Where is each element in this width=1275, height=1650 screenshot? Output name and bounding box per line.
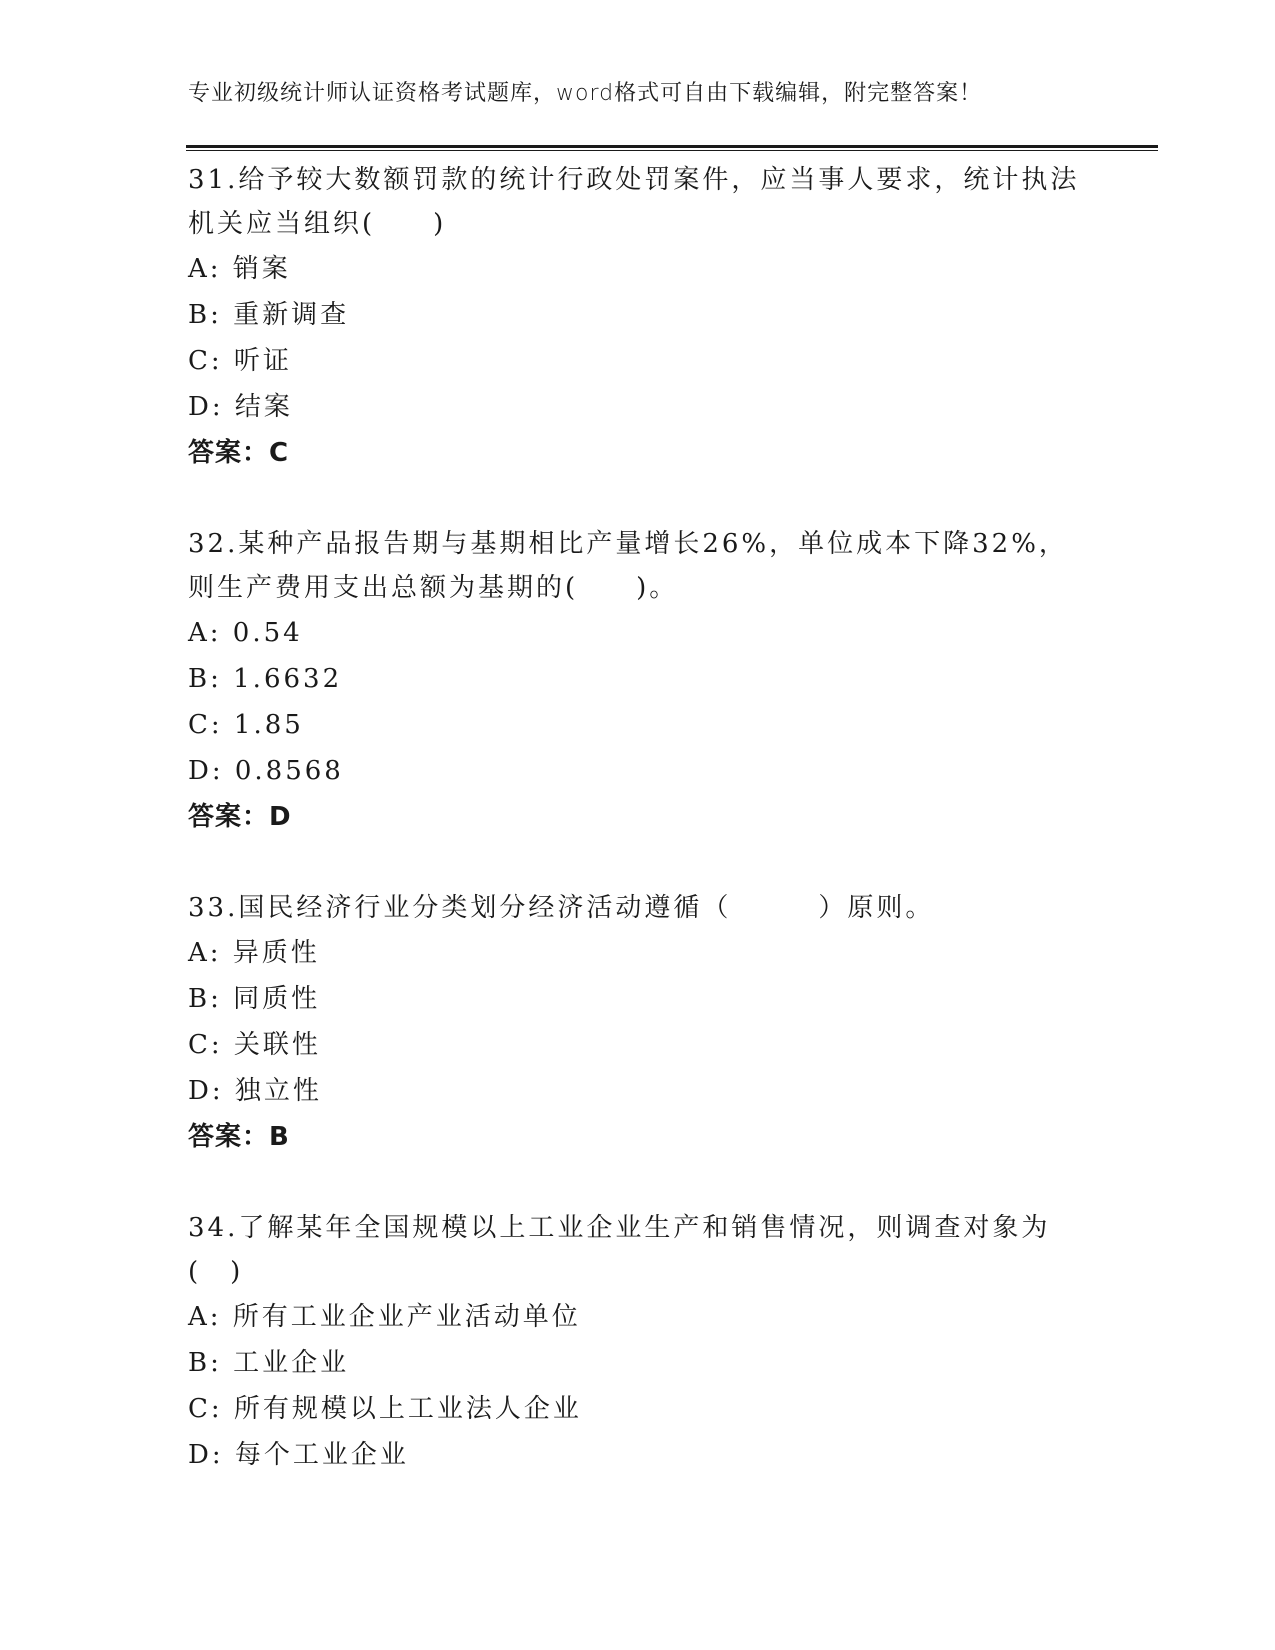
option-a: A: 销案 (188, 254, 291, 284)
answer-line: 答案：C (188, 438, 290, 468)
question-stem: 31.给予较大数额罚款的统计行政处罚案件，应当事人要求，统计执法机关应当组织( ) (188, 165, 1080, 239)
question-list (188, 158, 1088, 1524)
option-b: B: 重新调查 (188, 300, 350, 330)
option-d: D: 0.8568 (188, 756, 344, 786)
answer-line: 答案：B (188, 1122, 290, 1152)
option-c: C: 1.85 (188, 710, 304, 740)
option-c: C: 关联性 (188, 1030, 321, 1060)
question-stem: 33.国民经济行业分类划分经济活动遵循（ ）原则。 (188, 893, 935, 923)
question-31 (188, 158, 1088, 476)
option-d: D: 独立性 (188, 1076, 322, 1106)
option-d: D: 每个工业企业 (188, 1440, 409, 1470)
option-b: B: 同质性 (188, 984, 321, 1014)
answer-line: 答案：D (188, 802, 292, 832)
page-header: 专业初级统计师认证资格考试题库，word格式可自由下载编辑，附完整答案！ (188, 81, 983, 106)
option-d: D: 结案 (188, 392, 293, 422)
option-c: C: 听证 (188, 346, 292, 376)
option-b: B: 1.6632 (188, 664, 343, 694)
question-34 (188, 1206, 1088, 1478)
option-a: A: 所有工业企业产业活动单位 (188, 1302, 581, 1332)
option-a: A: 0.54 (188, 618, 303, 648)
option-a: A: 异质性 (188, 938, 320, 968)
option-c: C: 所有规模以上工业法人企业 (188, 1394, 582, 1424)
header-rule-thick (186, 145, 1158, 148)
question-stem: 34.了解某年全国规模以上工业企业生产和销售情况，则调查对象为( ) (188, 1213, 1051, 1287)
question-32 (188, 522, 1088, 840)
option-b: B: 工业企业 (188, 1348, 350, 1378)
question-stem: 32.某种产品报告期与基期相比产量增长26%，单位成本下降32%，则生产费用支出总额为基期的( )。 (188, 529, 1068, 603)
question-33 (188, 886, 1088, 1160)
header-rule-thin (186, 150, 1158, 151)
